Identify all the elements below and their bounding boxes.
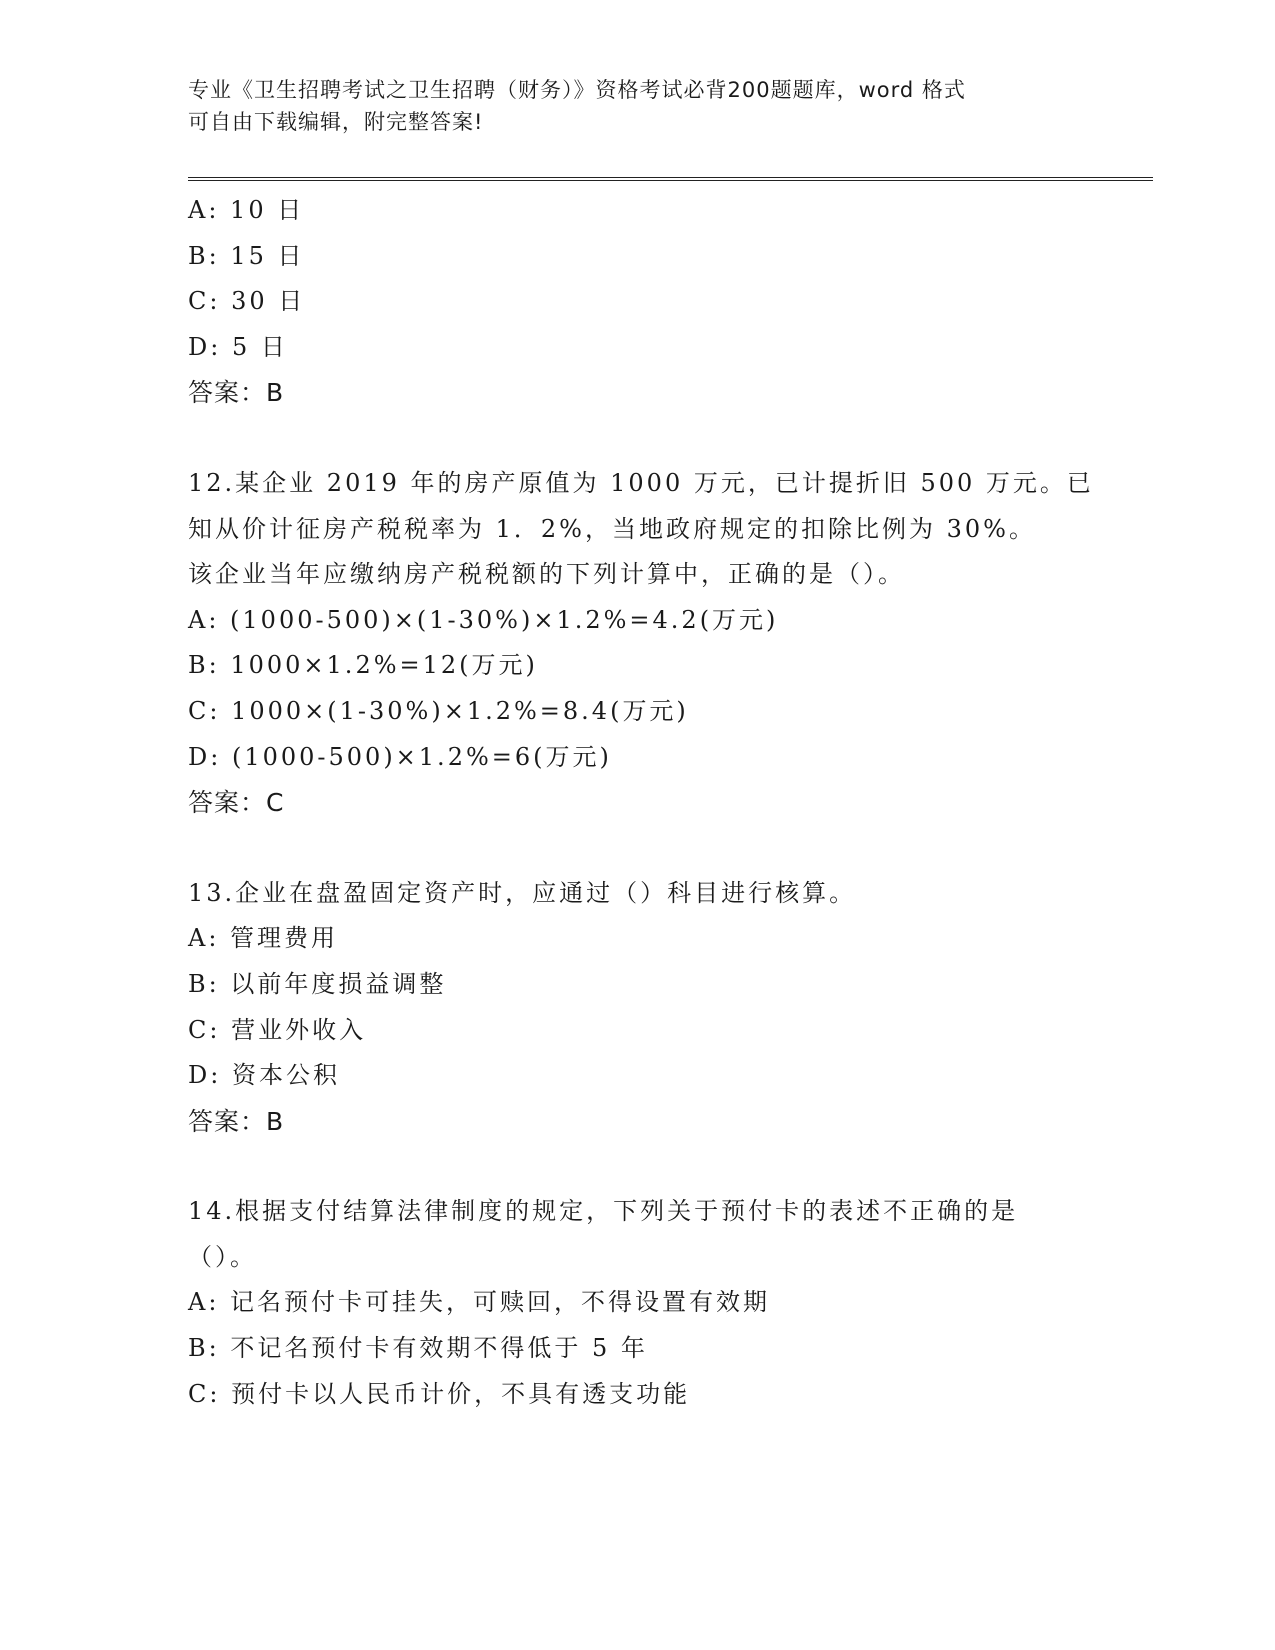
header-divider <box>188 177 1153 181</box>
question-block-14 <box>188 1189 1088 1417</box>
option-a: A: 10 日 <box>188 196 305 224</box>
option-a: A: (1000-500)×(1-30%)×1.2%=4.2(万元) <box>188 605 779 634</box>
option-b: B: 以前年度损益调整 <box>188 969 447 998</box>
option-d: D: 5 日 <box>188 332 288 361</box>
spacer <box>188 826 1088 871</box>
question-block-12 <box>188 461 1094 826</box>
answer: 答案：B <box>188 378 285 408</box>
question-text: 知从价计征房产税税率为 1．2%，当地政府规定的扣除比例为 30%。 <box>188 514 1036 543</box>
question-block-prev <box>188 188 1088 416</box>
question-block-13 <box>188 871 1088 1145</box>
option-c: C: 30 日 <box>188 287 306 316</box>
answer: 答案：B <box>188 1106 285 1136</box>
question-text: 14.根据支付结算法律制度的规定，下列关于预付卡的表述不正确的是 <box>188 1197 1019 1226</box>
option-c: C: 营业外收入 <box>188 1015 367 1044</box>
question-text: （）。 <box>188 1242 257 1271</box>
question-text: 12.某企业 2019 年的房产原值为 1000 万元，已计提折旧 500 万元。已 <box>188 468 1094 497</box>
header-title-line-2: 可自由下载编辑，附完整答案! <box>188 110 484 134</box>
option-a: A: 管理费用 <box>188 924 339 953</box>
option-d: D: (1000-500)×1.2%=6(万元) <box>188 742 612 771</box>
option-b: B: 15 日 <box>188 241 305 270</box>
option-d: D: 资本公积 <box>188 1061 340 1090</box>
option-b: B: 不记名预付卡有效期不得低于 5 年 <box>188 1334 648 1363</box>
spacer <box>188 416 1088 461</box>
header-title-line-1: 专业《卫生招聘考试之卫生招聘（财务）》资格考试必背200题题库，word 格式 <box>188 78 966 102</box>
answer: 答案：C <box>188 788 285 818</box>
question-text: 13.企业在盘盈固定资产时，应通过（）科目进行核算。 <box>188 878 857 907</box>
spacer <box>188 1144 1088 1189</box>
question-content <box>188 188 1094 1417</box>
option-a: A: 记名预付卡可挂失，可赎回，不得设置有效期 <box>188 1288 771 1317</box>
option-b: B: 1000×1.2%=12(万元) <box>188 651 538 680</box>
option-c: C: 1000×(1-30%)×1.2%=8.4(万元) <box>188 696 689 725</box>
option-c: C: 预付卡以人民币计价，不具有透支功能 <box>188 1379 691 1408</box>
question-text: 该企业当年应缴纳房产税税额的下列计算中，正确的是（）。 <box>188 560 905 589</box>
document-header <box>188 74 1068 138</box>
